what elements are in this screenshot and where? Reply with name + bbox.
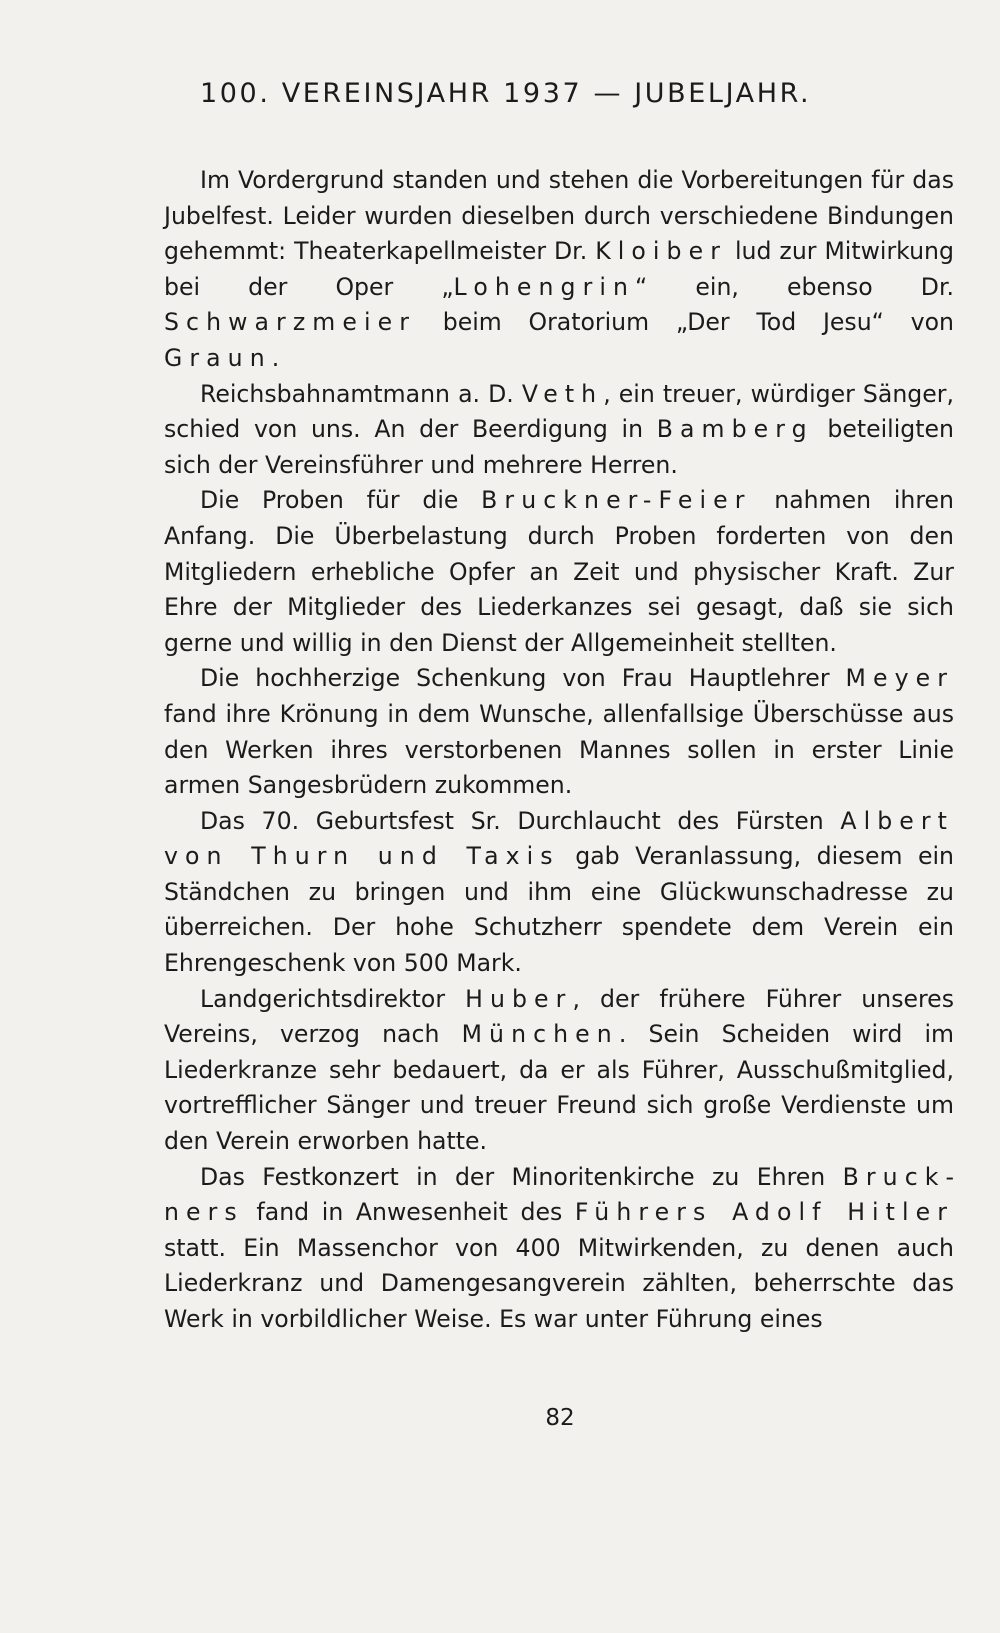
spaced-name: Graun	[164, 343, 272, 372]
paragraph-1	[164, 163, 954, 377]
page-number: 82	[545, 1405, 575, 1431]
text-run: Die hochherzige Schenkung von Frau Hauptlehrer	[200, 664, 846, 693]
paragraph-6	[164, 982, 954, 1160]
spaced-name: Kloiber	[595, 237, 727, 266]
spaced-name: Albert von Thurn und Taxis	[164, 806, 954, 871]
spaced-name: Führers Adolf Hitler	[574, 1198, 954, 1227]
paragraph-7	[164, 1160, 954, 1338]
text-run: “ ein, ebenso Dr.	[635, 272, 954, 301]
text-run: . Sein Scheiden wird im Liederkranze sehr bedauert, da er als Führer, Ausschußmitglied, vortrefflicher Sänger und treuer Freund sich große Verdienste um den Verein erworben hatte.	[164, 1020, 954, 1156]
text-run: Die Proben für die	[200, 486, 482, 515]
spaced-name: Schwarzmeier	[164, 308, 416, 337]
paragraph-5	[164, 804, 954, 982]
paragraph-4	[164, 661, 954, 803]
spaced-name: Veth	[521, 379, 604, 408]
paragraph-3	[164, 483, 954, 661]
text-run: Das Festkonzert in der Minoritenkirche zu Ehren	[200, 1162, 843, 1191]
paragraph-2	[164, 377, 954, 484]
text-run: fand in Anwesenheit des	[243, 1198, 575, 1227]
text-run: fand ihre Krönung in dem Wunsche, allenfallsige Überschüsse aus den Werken ihres verstorbenen Mannes sollen in erster Linie armen Sangesbrüdern zukommen.	[164, 699, 954, 800]
text-run: gab Veranlassung, diesem ein Ständchen zu bringen und ihm eine Glückwunschadresse zu überreichen. Der hohe Schutzherr spendete dem Verein ein Ehrengeschenk von 500 Mark.	[164, 842, 954, 978]
text-run: .	[271, 343, 280, 372]
text-run: nahmen ihren Anfang. Die Überbelastung durch Proben forderten von den Mitgliedern erhebliche Opfer an Zeit und physischer Kraft. Zur Ehre der Mitglieder des Liederkanzes sei gesagt, daß sie sich gerne und willig in den Dienst der Allgemeinheit stellten.	[164, 486, 954, 657]
text-run: Reichsbahnamtmann a. D.	[200, 379, 522, 408]
spaced-name: Huber	[465, 984, 573, 1013]
spaced-name: Bruckner-Feier	[481, 486, 752, 515]
spaced-name: Lohengrin	[453, 272, 636, 301]
text-run: lud zur Mitwirkung bei der Oper „	[164, 237, 954, 301]
spaced-name: Bruckners	[164, 1162, 954, 1227]
text-run: Landgerichtsdirektor	[200, 984, 466, 1013]
text-run: , ein treuer, würdiger Sänger, schied von uns. An der Beerdigung in	[164, 379, 954, 444]
text-run: beteiligten sich der Vereinsführer und mehrere Herren.	[164, 415, 954, 479]
body-text	[164, 163, 954, 1338]
spaced-name: München	[461, 1020, 619, 1049]
text-run: statt. Ein Massenchor von 400 Mitwirkenden, zu denen auch Liederkranz und Damengesangverein zählten, beherrschte das Werk in vorbildlicher Weise. Es war unter Führung eines	[164, 1233, 954, 1333]
spaced-name: Meyer	[845, 664, 954, 693]
running-head: 100. VEREINSJAHR 1937 — JUBELJAHR.	[200, 78, 812, 109]
text-run: Das 70. Geburtsfest Sr. Durchlaucht des Fürsten	[200, 806, 841, 835]
text-run: beim Oratorium „Der Tod Jesu“ von	[415, 308, 954, 337]
spaced-name: Bamberg	[656, 415, 814, 444]
text-run: , der frühere Führer unseres Vereins, verzog nach	[164, 984, 954, 1049]
text-run: Im Vordergrund standen und stehen die Vorbereitungen für das Jubelfest. Leider wurden dieselben durch verschiedene Bindungen gehemmt: Theaterkapellmeister Dr.	[164, 166, 954, 266]
